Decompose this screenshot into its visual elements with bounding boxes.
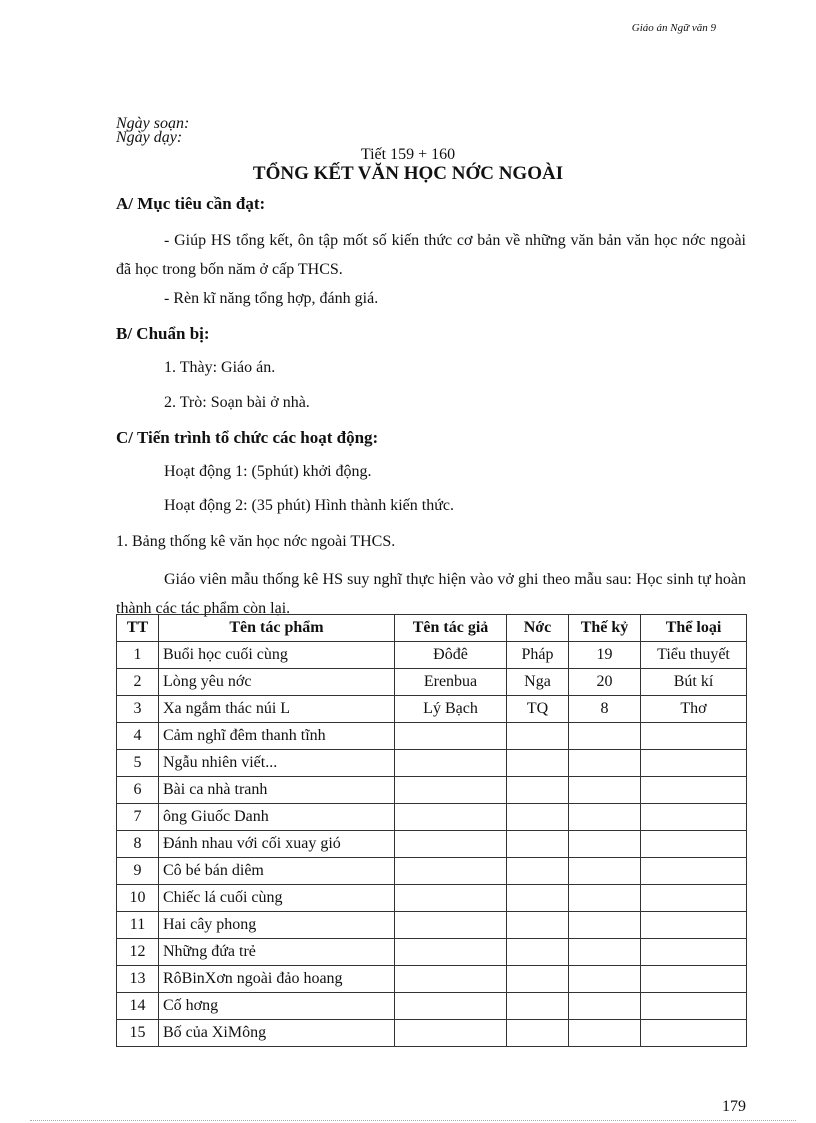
section-c-heading: C/ Tiến trình tổ chức các hoạt động:	[116, 428, 379, 447]
table-cell	[641, 1020, 747, 1047]
table-cell: Pháp	[507, 642, 569, 669]
table-cell: 8	[569, 696, 641, 723]
table-row	[117, 1020, 747, 1047]
table-cell: 12	[117, 939, 159, 966]
table-row	[117, 831, 747, 858]
table-cell	[641, 966, 747, 993]
table-cell	[395, 804, 507, 831]
table-cell: Đánh nhau với cối xuay gió	[159, 831, 395, 858]
table-cell: 3	[117, 696, 159, 723]
table-cell	[641, 885, 747, 912]
page-number: 179	[722, 1098, 746, 1115]
table-cell	[507, 1020, 569, 1047]
table-cell: Cô bé bán diêm	[159, 858, 395, 885]
table-cell	[507, 804, 569, 831]
table-row	[117, 777, 747, 804]
table-cell: Những đứa trẻ	[159, 939, 395, 966]
table-cell: 6	[117, 777, 159, 804]
section-b-heading: B/ Chuẩn bị:	[116, 324, 210, 343]
table-cell	[569, 966, 641, 993]
table-cell	[507, 993, 569, 1020]
table-cell	[395, 723, 507, 750]
section-a-heading: A/ Mục tiêu cần đạt:	[116, 194, 266, 213]
table-cell: 10	[117, 885, 159, 912]
table-cell: Erenbua	[395, 669, 507, 696]
table-cell	[569, 1020, 641, 1047]
table-cell: 20	[569, 669, 641, 696]
table-cell: 1	[117, 642, 159, 669]
section-b-item-2: 2. Trò: Soạn bài ở nhà.	[164, 394, 310, 411]
table-cell	[507, 939, 569, 966]
table-cell	[507, 750, 569, 777]
table-cell: Bài ca nhà tranh	[159, 777, 395, 804]
table-cell: 11	[117, 912, 159, 939]
table-cell: Buổi học cuối cùng	[159, 642, 395, 669]
table-cell	[641, 993, 747, 1020]
table-row	[117, 696, 747, 723]
header-cell: TT	[117, 615, 159, 642]
table-cell: 7	[117, 804, 159, 831]
table-cell	[395, 750, 507, 777]
works-table	[116, 614, 747, 1047]
table-cell: 2	[117, 669, 159, 696]
table-row	[117, 804, 747, 831]
table-cell: 13	[117, 966, 159, 993]
header-cell: Nớc	[507, 615, 569, 642]
activity-2: Hoạt động 2: (35 phút) Hình thành kiến thức.	[164, 497, 454, 514]
table-row	[117, 885, 747, 912]
table-cell: Chiếc lá cuối cùng	[159, 885, 395, 912]
table-cell	[507, 912, 569, 939]
table-cell: Tiểu thuyết	[641, 642, 747, 669]
header-cell: Tên tác giả	[395, 615, 507, 642]
table-cell: Thơ	[641, 696, 747, 723]
header-cell: Thể loại	[641, 615, 747, 642]
table-cell	[395, 912, 507, 939]
section-a-paragraph-2: - Rèn kĩ năng tổng hợp, đánh giá.	[164, 290, 379, 307]
table-cell: 9	[117, 858, 159, 885]
table-cell: TQ	[507, 696, 569, 723]
table-row	[117, 669, 747, 696]
table-cell	[641, 777, 747, 804]
table-row	[117, 723, 747, 750]
table-cell	[569, 939, 641, 966]
table-cell	[395, 1020, 507, 1047]
table-cell: Cảm nghĩ đêm thanh tĩnh	[159, 723, 395, 750]
table-cell	[641, 912, 747, 939]
table-cell	[395, 777, 507, 804]
table-cell	[641, 858, 747, 885]
table-cell	[507, 723, 569, 750]
table-cell	[395, 966, 507, 993]
table-cell	[395, 858, 507, 885]
table-cell: Lòng yêu nớc	[159, 669, 395, 696]
section-b-item-1: 1. Thày: Giáo án.	[164, 359, 276, 376]
table-row	[117, 966, 747, 993]
table-row	[117, 750, 747, 777]
table-cell: Đôđê	[395, 642, 507, 669]
table-cell	[569, 723, 641, 750]
table-header-row	[117, 615, 747, 642]
table-cell: 15	[117, 1020, 159, 1047]
table-cell	[641, 750, 747, 777]
table-cell	[569, 885, 641, 912]
section-c-item-1: 1. Bảng thống kê văn học nớc ngoài THCS.	[116, 533, 396, 550]
table-cell	[569, 993, 641, 1020]
table-cell: Xa ngắm thác núi L	[159, 696, 395, 723]
table-cell: 8	[117, 831, 159, 858]
table-cell	[507, 777, 569, 804]
table-row	[117, 642, 747, 669]
table-row	[117, 993, 747, 1020]
table-cell: Lý Bạch	[395, 696, 507, 723]
table-cell: Bố của XiMông	[159, 1020, 395, 1047]
table-row	[117, 939, 747, 966]
table-cell	[507, 831, 569, 858]
table-cell: Nga	[507, 669, 569, 696]
table-cell: Ngẫu nhiên viết...	[159, 750, 395, 777]
table-cell	[569, 804, 641, 831]
table-cell	[569, 912, 641, 939]
table-cell	[641, 831, 747, 858]
lesson-number: Tiết 159 + 160	[360, 146, 456, 163]
table-cell	[641, 723, 747, 750]
table-cell	[507, 858, 569, 885]
table-cell: 5	[117, 750, 159, 777]
section-a-paragraph-1: - Giúp HS tổng kết, ôn tập mốt số kiến thức cơ bản về những văn bản văn học nớc ngoài đã học trong bốn năm ở cấp THCS.	[116, 232, 746, 278]
table-cell: RôBinXơn ngoài đảo hoang	[159, 966, 395, 993]
table-cell	[395, 939, 507, 966]
table-cell	[569, 831, 641, 858]
table-cell	[507, 885, 569, 912]
table-cell: 19	[569, 642, 641, 669]
date-prepared: Ngày soạn:	[116, 115, 190, 132]
table-cell: Bút kí	[641, 669, 747, 696]
page-title: TỔNG KẾT VĂN HỌC NỚC NGOÀI	[252, 163, 564, 184]
table-cell: Cố hơng	[159, 993, 395, 1020]
table-cell: 14	[117, 993, 159, 1020]
table-cell	[395, 831, 507, 858]
date-block	[116, 117, 189, 145]
table-cell	[641, 939, 747, 966]
table-cell	[569, 858, 641, 885]
header-cell: Tên tác phẩm	[159, 615, 395, 642]
table-row	[117, 912, 747, 939]
table-cell	[395, 993, 507, 1020]
table-cell	[569, 777, 641, 804]
table-cell	[641, 804, 747, 831]
table-cell: Hai cây phong	[159, 912, 395, 939]
bottom-divider	[30, 1120, 796, 1121]
activity-1: Hoạt động 1: (5phút) khởi động.	[164, 463, 372, 480]
table-cell	[395, 885, 507, 912]
date-taught: Ngày dạy:	[116, 129, 183, 146]
running-header: Giáo án Ngữ văn 9	[631, 22, 716, 34]
header-cell: Thế kỷ	[569, 615, 641, 642]
table-cell: 4	[117, 723, 159, 750]
table-cell	[507, 966, 569, 993]
table-row	[117, 858, 747, 885]
table-cell: ông Giuốc Danh	[159, 804, 395, 831]
table-cell	[569, 750, 641, 777]
table-instruction: Giáo viên mẫu thống kê HS suy nghĩ thực hiện vào vở ghi theo mẫu sau: Học sinh tự hoàn thành các tác phẩm còn lại.	[116, 571, 746, 617]
